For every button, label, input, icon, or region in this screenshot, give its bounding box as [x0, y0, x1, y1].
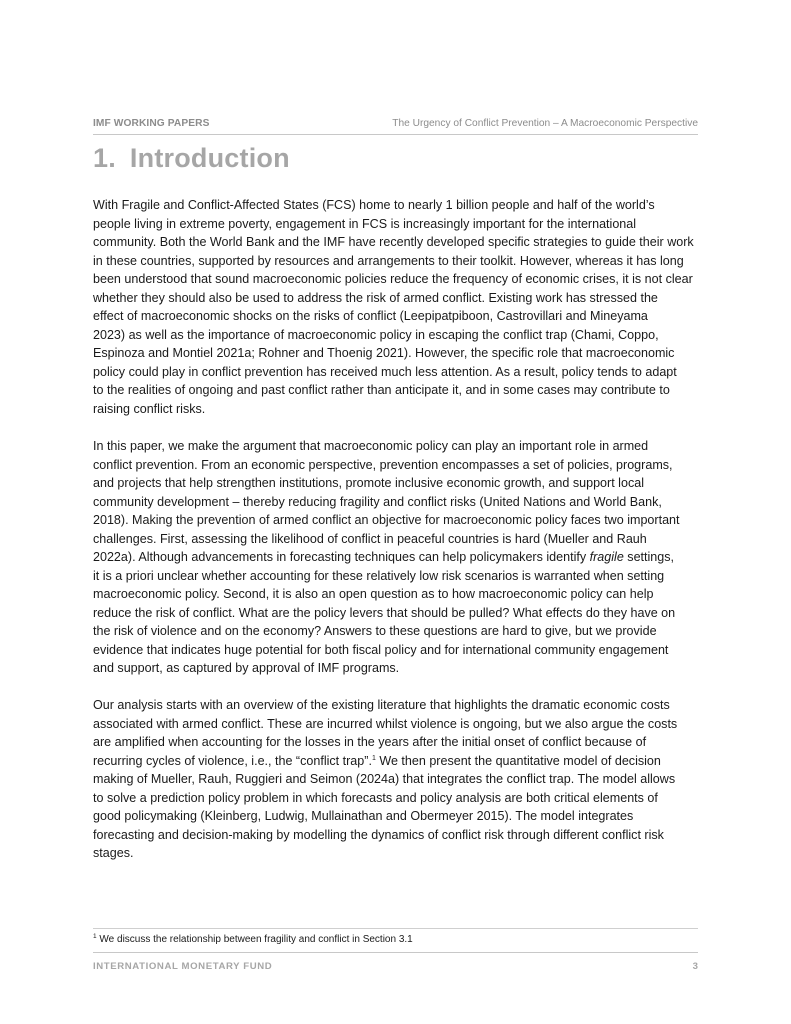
header-paper-title: The Urgency of Conflict Prevention – A Macroeconomic Perspective — [392, 118, 698, 129]
text-line: conflict prevention. From an economic perspective, prevention encompasses a set of policies, programs, — [93, 457, 673, 472]
footer-publisher: INTERNATIONAL MONETARY FUND — [93, 961, 273, 972]
text-line: With Fragile and Conflict-Affected States (FCS) home to nearly 1 billion people and half of the world’s — [93, 198, 655, 212]
text-line: 2023) as well as the importance of macroeconomic policy in escaping the conflict trap (Chami, Coppo, — [93, 327, 659, 342]
running-header — [93, 116, 698, 135]
emphasis-fragile: fragile — [589, 550, 624, 564]
text-line: reduce the risk of conflict. What are the policy levers that should be pulled? What effects do they have on — [93, 605, 676, 620]
text-line: effect of macroeconomic shocks on the risks of conflict (Leepipatpiboon, Castrovillari and Mineyama — [93, 309, 648, 323]
text-line: challenges. First, assessing the likelihood of conflict in peaceful countries is hard (Mueller and Rauh — [93, 531, 647, 546]
section-title: Introduction — [129, 143, 290, 173]
text-line: policy could play in conflict prevention has received much less attention. As a result, policy tends to adapt — [93, 364, 677, 379]
section-number: 1. — [93, 143, 116, 173]
text-line: in these countries, supported by resources and arrangements to their toolkit. However, whereas it has long — [93, 253, 684, 268]
section-heading — [93, 143, 290, 174]
line-text-tail: settings, — [623, 550, 675, 564]
text-line: community development – thereby reducing fragility and conflict risks (United Nations and World Bank, — [93, 494, 662, 509]
text-line: forecasting and decision-making by modelling the dynamics of conflict risk through different conflict risk — [93, 827, 664, 842]
text-line: and projects that help strengthen institutions, promote inclusive economic growth, and support local — [93, 476, 644, 490]
paragraph-2 — [93, 437, 699, 678]
page-footer — [93, 952, 698, 975]
text-line: Espinoza and Montiel 2021a; Rohner and Thoenig 2021). However, the specific role that macroeconomic — [93, 346, 675, 360]
text-line: to solve a prediction policy problem in which forecasts and policy analysis are both critical elements of — [93, 790, 658, 805]
text-line-with-emphasis — [93, 548, 699, 567]
header-series-title: IMF WORKING PAPERS — [93, 118, 210, 129]
text-line: been understood that sound macroeconomic policies reduce the frequency of economic crises, it is not clear — [93, 272, 693, 286]
text-line: people living in extreme poverty, engagement in FCS is increasingly important for the international — [93, 216, 637, 231]
text-line: whether they should also be used to address the risk of armed conflict. Existing work has stressed the — [93, 290, 658, 305]
text-line: good policymaking (Kleinberg, Ludwig, Mullainathan and Obermeyer 2015). The model integrates — [93, 809, 634, 823]
text-line: evidence that indicates huge potential for both fiscal policy and for international community engagement — [93, 642, 669, 657]
text-line: the risk of violence and on the economy? Answers to these questions are hard to give, but we provide — [93, 624, 657, 638]
text-line: it is a priori unclear whether accounting for these relatively low risk scenarios is warranted when setting — [93, 568, 665, 583]
text-line: stages. — [93, 846, 134, 860]
text-line: to the realities of ongoing and past conflict rather than anticipate it, and in some cases may contribute to — [93, 383, 670, 397]
footnote-text: We discuss the relationship between fragility and conflict in Section 3.1 — [96, 934, 413, 945]
page-number: 3 — [692, 961, 698, 972]
text-line: and support, as captured by approval of IMF programs. — [93, 661, 400, 675]
text-line: raising conflict risks. — [93, 401, 206, 416]
text-line: 2018). Making the prevention of armed conflict an objective for macroeconomic policy faces two important — [93, 513, 680, 527]
line-text: 2022a). Although advancements in forecasting techniques can help policymakers identify — [93, 550, 587, 564]
text-line: are amplified when accounting for the losses in the years after the initial onset of conflict because of — [93, 735, 647, 749]
text-line: associated with armed conflict. These are incurred whilst violence is ongoing, but we also argue the costs — [93, 716, 678, 731]
text-line: making of Mueller, Rauh, Ruggieri and Seimon (2024a) that integrates the conflict trap. The model allows — [93, 772, 676, 786]
footnote-divider — [93, 928, 698, 929]
text-line-with-footnote — [93, 752, 699, 771]
footnote-mark: 1 — [93, 933, 97, 940]
footnote-reference[interactable]: 1 — [371, 754, 376, 762]
paragraph-1 — [93, 196, 699, 418]
paragraph-3 — [93, 696, 699, 863]
text-line: In this paper, we make the argument that macroeconomic policy can play an important role in armed — [93, 439, 649, 453]
text-line: macroeconomic policy. Second, it is also an open question as to how macroeconomic policy can help — [93, 587, 654, 601]
line-text-tail: We then present the quantitative model of decision — [375, 753, 661, 768]
line-text: recurring cycles of violence, i.e., the “conflict trap”. — [93, 753, 372, 768]
text-line: Our analysis starts with an overview of the existing literature that highlights the dramatic economic costs — [93, 698, 670, 712]
footnote — [93, 934, 413, 945]
text-line: community. Both the World Bank and the IMF have recently developed specific strategies to guide their work — [93, 235, 694, 249]
